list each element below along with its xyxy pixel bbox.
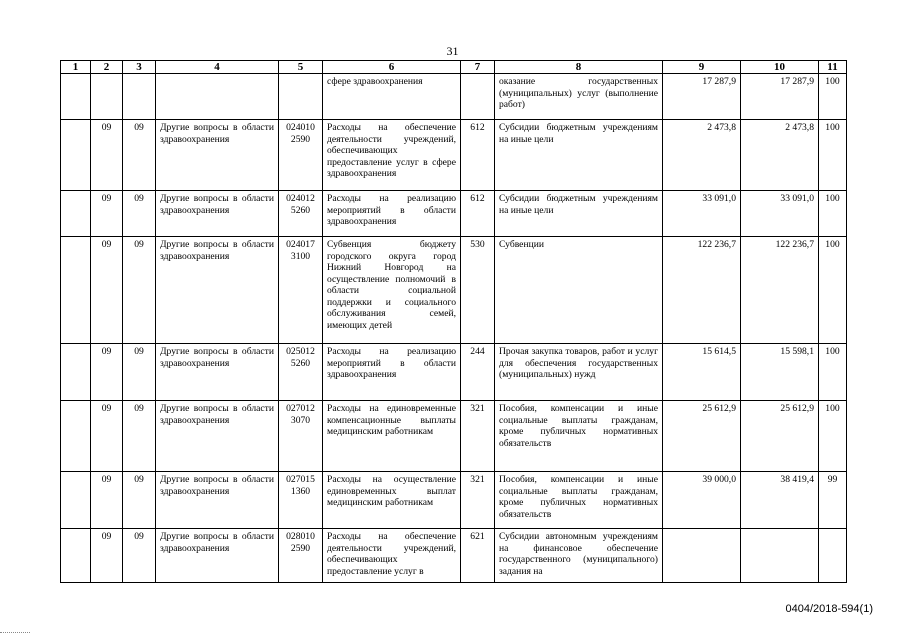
cell-expense-description: Расходы на единовременные компенсационные выплаты медицинским работникам <box>323 401 461 472</box>
cell-expense-description: Расходы на осуществление единовременных выплат медицинским работникам <box>323 472 461 529</box>
column-header: 2 <box>91 61 123 74</box>
cell-plan-amount: 2 473,8 <box>663 120 741 191</box>
cell-target-code: 027015 1360 <box>279 472 323 529</box>
cell-expense-type: 530 <box>461 237 495 344</box>
cell-expense-type: 621 <box>461 529 495 583</box>
cell-percent <box>819 529 847 583</box>
cell-subsection: 09 <box>123 120 156 191</box>
cell-col1 <box>61 237 91 344</box>
cell-subsection <box>123 74 156 120</box>
cell-section-name <box>156 74 279 120</box>
cell-target-code: 025012 5260 <box>279 344 323 401</box>
cell-actual-amount <box>741 529 819 583</box>
cell-section-name: Другие вопросы в области здравоохранения <box>156 237 279 344</box>
cell-expense-type: 612 <box>461 120 495 191</box>
cell-actual-amount: 122 236,7 <box>741 237 819 344</box>
cell-target-code: 027012 3070 <box>279 401 323 472</box>
cell-expense-type-name: оказание государственных (муниципальных) услуг (выполнение работ) <box>495 74 663 120</box>
cell-target-code <box>279 74 323 120</box>
column-header: 10 <box>741 61 819 74</box>
cell-expense-type-name: Пособия, компенсации и иные социальные выплаты гражданам, кроме публичных нормативных обязательств <box>495 401 663 472</box>
cell-percent: 100 <box>819 191 847 237</box>
cell-actual-amount: 2 473,8 <box>741 120 819 191</box>
column-header: 8 <box>495 61 663 74</box>
cell-section-name: Другие вопросы в области здравоохранения <box>156 344 279 401</box>
cell-col1 <box>61 529 91 583</box>
cell-target-code: 028010 2590 <box>279 529 323 583</box>
cell-col1 <box>61 191 91 237</box>
cell-expense-type: 612 <box>461 191 495 237</box>
cell-plan-amount <box>663 529 741 583</box>
cell-expense-type: 321 <box>461 401 495 472</box>
cell-plan-amount: 17 287,9 <box>663 74 741 120</box>
column-header: 6 <box>323 61 461 74</box>
cell-subsection: 09 <box>123 529 156 583</box>
table-row <box>61 401 847 472</box>
cell-section-name: Другие вопросы в области здравоохранения <box>156 529 279 583</box>
cell-target-code: 024012 5260 <box>279 191 323 237</box>
table-row <box>61 344 847 401</box>
column-header: 1 <box>61 61 91 74</box>
cell-expense-type-name: Прочая закупка товаров, работ и услуг для обеспечения государственных (муниципальных) нужд <box>495 344 663 401</box>
cell-percent: 100 <box>819 344 847 401</box>
cell-actual-amount: 38 419,4 <box>741 472 819 529</box>
document-code: 0404/2018-594(1) <box>785 603 873 615</box>
cell-expense-type-name: Субсидии бюджетным учреждениям на иные цели <box>495 120 663 191</box>
column-header: 3 <box>123 61 156 74</box>
table-row <box>61 529 847 583</box>
cell-section: 09 <box>91 191 123 237</box>
cell-expense-type-name: Субвенции <box>495 237 663 344</box>
cell-col1 <box>61 401 91 472</box>
page-number: 31 <box>446 44 459 58</box>
cell-col1 <box>61 120 91 191</box>
cell-expense-type: 321 <box>461 472 495 529</box>
cell-target-code: 024017 3100 <box>279 237 323 344</box>
cell-section-name: Другие вопросы в области здравоохранения <box>156 191 279 237</box>
table-row <box>61 237 847 344</box>
cell-section: 09 <box>91 237 123 344</box>
table-row <box>61 191 847 237</box>
column-header: 11 <box>819 61 847 74</box>
cell-section: 09 <box>91 344 123 401</box>
cell-percent: 100 <box>819 237 847 344</box>
cell-expense-description: Расходы на обеспечение деятельности учреждений, обеспечивающих предоставление услуг в <box>323 529 461 583</box>
column-header: 7 <box>461 61 495 74</box>
cell-expense-description: Расходы на обеспечение деятельности учреждений, обеспечивающих предоставление услуг в сфере здравоохранения <box>323 120 461 191</box>
cell-expense-description: Субвенция бюджету городского округа город Нижний Новгород на осуществление полномочий в области социальной поддержки и социального обслуживания семей, имеющих детей <box>323 237 461 344</box>
cell-actual-amount: 15 598,1 <box>741 344 819 401</box>
cell-subsection: 09 <box>123 237 156 344</box>
cell-plan-amount: 15 614,5 <box>663 344 741 401</box>
table-row <box>61 472 847 529</box>
cell-percent: 100 <box>819 74 847 120</box>
cell-actual-amount: 25 612,9 <box>741 401 819 472</box>
cell-expense-type-name: Субсидии бюджетным учреждениям на иные цели <box>495 191 663 237</box>
cell-col1 <box>61 74 91 120</box>
cell-actual-amount: 17 287,9 <box>741 74 819 120</box>
cell-section: 09 <box>91 472 123 529</box>
cell-expense-description: Расходы на реализацию мероприятий в области здравоохранения <box>323 191 461 237</box>
cell-plan-amount: 25 612,9 <box>663 401 741 472</box>
cell-subsection: 09 <box>123 191 156 237</box>
cell-target-code: 024010 2590 <box>279 120 323 191</box>
cell-expense-type-name: Пособия, компенсации и иные социальные выплаты гражданам, кроме публичных нормативных обязательств <box>495 472 663 529</box>
cell-expense-type <box>461 74 495 120</box>
column-header: 5 <box>279 61 323 74</box>
column-header: 4 <box>156 61 279 74</box>
cell-expense-description: Расходы на реализацию мероприятий в области здравоохранения <box>323 344 461 401</box>
cell-subsection: 09 <box>123 344 156 401</box>
cell-percent: 100 <box>819 120 847 191</box>
cell-actual-amount: 33 091,0 <box>741 191 819 237</box>
cell-section <box>91 74 123 120</box>
cell-section: 09 <box>91 401 123 472</box>
cell-col1 <box>61 472 91 529</box>
scan-corner-mark <box>0 632 30 633</box>
column-header-row <box>61 61 847 74</box>
cell-section: 09 <box>91 529 123 583</box>
cell-plan-amount: 33 091,0 <box>663 191 741 237</box>
cell-col1 <box>61 344 91 401</box>
budget-table <box>60 60 847 583</box>
cell-section: 09 <box>91 120 123 191</box>
cell-percent: 99 <box>819 472 847 529</box>
cell-expense-description: сфере здравоохранения <box>323 74 461 120</box>
cell-subsection: 09 <box>123 401 156 472</box>
table-row <box>61 120 847 191</box>
table-row <box>61 74 847 120</box>
cell-section-name: Другие вопросы в области здравоохранения <box>156 401 279 472</box>
cell-plan-amount: 39 000,0 <box>663 472 741 529</box>
cell-expense-type: 244 <box>461 344 495 401</box>
cell-percent: 100 <box>819 401 847 472</box>
cell-section-name: Другие вопросы в области здравоохранения <box>156 120 279 191</box>
cell-expense-type-name: Субсидии автономным учреждениям на финансовое обеспечение государственного (муниципального) задания на <box>495 529 663 583</box>
cell-section-name: Другие вопросы в области здравоохранения <box>156 472 279 529</box>
column-header: 9 <box>663 61 741 74</box>
cell-plan-amount: 122 236,7 <box>663 237 741 344</box>
cell-subsection: 09 <box>123 472 156 529</box>
